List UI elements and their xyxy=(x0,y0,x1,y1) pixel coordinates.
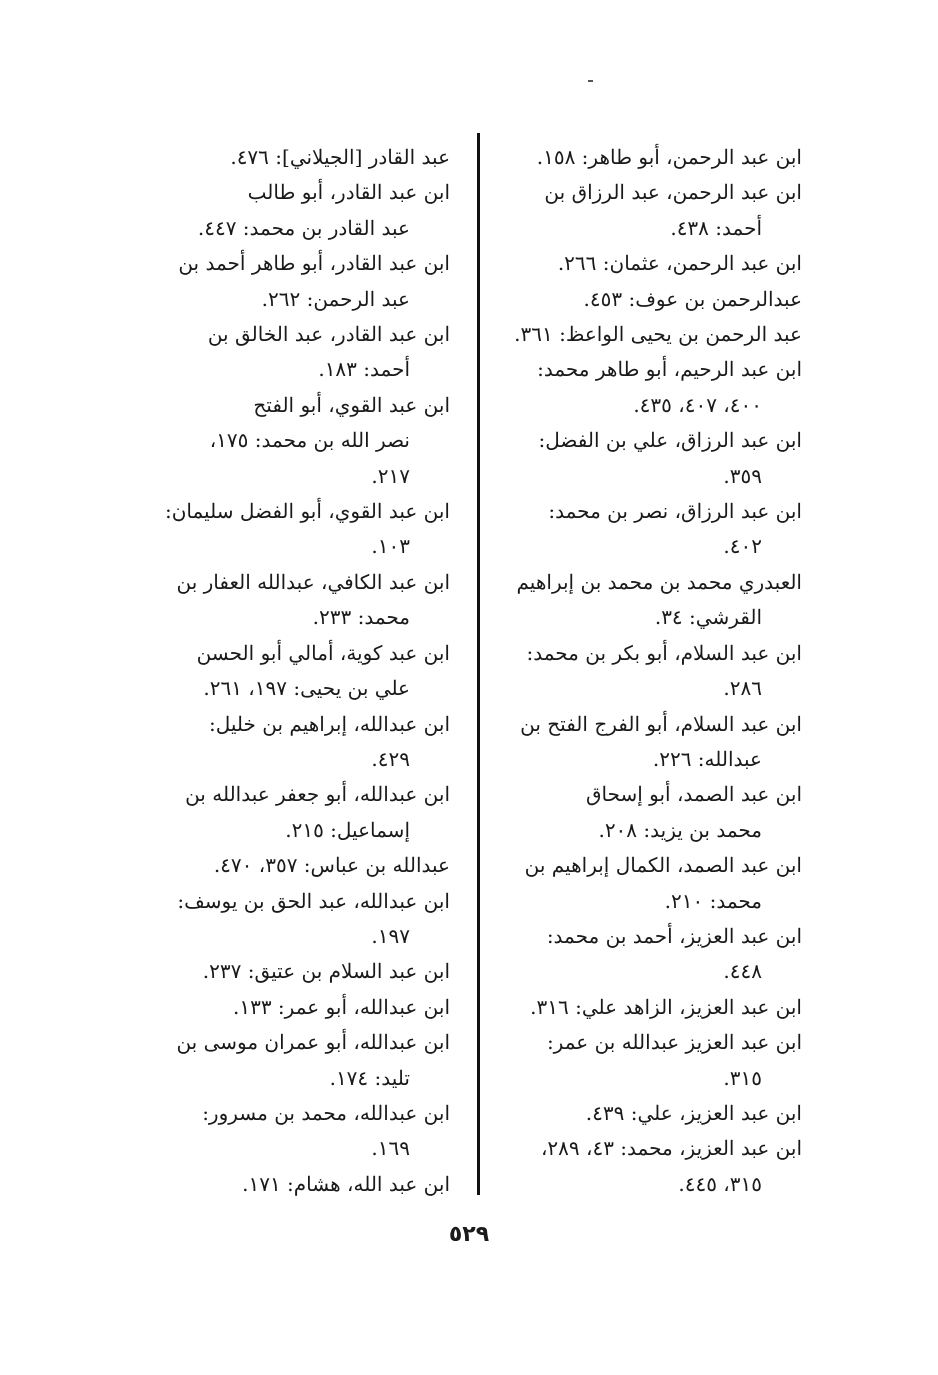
entry-continuation: محمد: ٢٣٣. xyxy=(312,605,410,630)
entry-continuation: نصر الله بن محمد: ١٧٥، xyxy=(209,428,410,453)
entry-continuation: عبد الرحمن: ٢٦٢. xyxy=(261,286,410,311)
entry-heading: عبد الرحمن بن يحيى الواعظ: ٣٦١. xyxy=(514,322,802,347)
index-entry xyxy=(152,848,450,883)
index-entry xyxy=(152,884,450,955)
page-number: ٥٢٩ xyxy=(448,1222,490,1247)
index-entry xyxy=(464,565,802,636)
index-entry xyxy=(152,1167,450,1202)
index-entry xyxy=(152,246,450,317)
entry-heading: ابن عبد القادر، أبو طالب xyxy=(247,180,450,205)
entry-heading: ابن عبد القادر، أبو طاهر أحمد بن xyxy=(178,251,450,276)
entry-continuation: ١٩٧. xyxy=(371,923,410,948)
entry-continuation: ٢١٧. xyxy=(371,463,410,488)
entry-heading: ابن عبد القادر، عبد الخالق بن xyxy=(207,322,450,347)
entry-heading: ابن عبد العزيز، الزاهد علي: ٣١٦. xyxy=(530,994,802,1019)
entry-heading: ابن عبد القوي، أبو الفضل سليمان: xyxy=(164,499,450,524)
index-column-right xyxy=(464,140,802,1202)
entry-heading: ابن عبدالله، أبو عمر: ١٣٣. xyxy=(232,994,450,1019)
index-entry xyxy=(464,1096,802,1131)
index-entry xyxy=(152,1025,450,1096)
index-entry xyxy=(464,175,802,246)
index-entry xyxy=(152,565,450,636)
entry-continuation: أحمد: ١٨٣. xyxy=(318,357,410,382)
index-entry xyxy=(464,317,802,352)
entry-heading: ابن عبدالله، أبو جعفر عبدالله بن xyxy=(185,782,450,807)
entry-heading: ابن عبدالله، عبد الحق بن يوسف: xyxy=(177,888,450,913)
entry-heading: عبد القادر [الجيلاني]: ٤٧٦. xyxy=(230,145,450,169)
entry-heading: ابن عبد السلام، أبو بكر بن محمد: xyxy=(526,640,802,665)
index-entry xyxy=(152,707,450,778)
entry-continuation: ١٠٣. xyxy=(371,534,410,559)
entry-heading: ابن عبد الرزاق، نصر بن محمد: xyxy=(548,499,802,524)
index-entry xyxy=(464,246,802,281)
index-entry xyxy=(152,954,450,989)
entry-heading: ابن عبد الرحيم، أبو طاهر محمد: xyxy=(537,357,802,382)
entry-heading: عبدالله بن عباس: ٣٥٧، ٤٧٠. xyxy=(213,853,450,878)
stray-mark xyxy=(588,80,593,82)
index-entry xyxy=(464,990,802,1025)
entry-heading: ابن عبد العزيز عبدالله بن عمر: xyxy=(546,1030,802,1055)
column-divider xyxy=(477,133,480,1195)
entry-heading: ابن عبد الرحمن، أبو طاهر: ١٥٨. xyxy=(536,145,802,169)
entry-continuation: عبد القادر بن محمد: ٤٤٧. xyxy=(197,215,410,240)
index-entry xyxy=(464,636,802,707)
index-entry xyxy=(464,919,802,990)
entry-continuation: علي بن يحيى: ١٩٧، ٢٦١. xyxy=(203,676,410,701)
entry-heading: ابن عبد الله، هشام: ١٧١. xyxy=(242,1171,450,1196)
entry-heading: ابن عبدالله، أبو عمران موسى بن xyxy=(176,1030,450,1055)
entry-heading: ابن عبد الصمد، أبو إسحاق xyxy=(585,782,802,807)
index-column-left xyxy=(152,140,450,1202)
entry-heading: ابن عبد الكافي، عبدالله العفار بن xyxy=(176,569,450,594)
index-entry xyxy=(152,317,450,388)
entry-continuation: القرشي: ٣٤. xyxy=(654,605,762,630)
entry-heading: ابن عبد العزيز، علي: ٤٣٩. xyxy=(585,1100,802,1125)
entry-continuation: ٣١٥. xyxy=(723,1065,762,1090)
index-entry xyxy=(464,140,802,175)
entry-heading: ابن عبد العزيز، محمد: ٤٣، ٢٨٩، xyxy=(540,1136,802,1161)
index-entry xyxy=(152,990,450,1025)
index-entry xyxy=(152,388,450,494)
entry-continuation: ٣٥٩. xyxy=(723,463,762,488)
index-entry xyxy=(464,1025,802,1096)
entry-continuation: محمد بن يزيد: ٢٠٨. xyxy=(598,817,762,842)
entry-continuation: ١٦٩. xyxy=(371,1136,410,1161)
index-entry xyxy=(464,494,802,565)
entry-heading: ابن عبد العزيز، أحمد بن محمد: xyxy=(546,923,802,948)
entry-heading: ابن عبد القوي، أبو الفتح xyxy=(253,392,450,417)
entry-heading: ابن عبد الصمد، الكمال إبراهيم بن xyxy=(524,853,802,878)
entry-continuation: محمد: ٢١٠. xyxy=(664,888,762,913)
index-entry xyxy=(152,636,450,707)
entry-heading: ابن عبد كوية، أمالي أبو الحسن xyxy=(196,640,450,665)
entry-heading: ابن عبد الرزاق، علي بن الفضل: xyxy=(538,428,802,453)
entry-continuation: إسماعيل: ٢١٥. xyxy=(285,817,410,842)
index-entry xyxy=(464,1131,802,1202)
index-entry xyxy=(152,494,450,565)
index-entry xyxy=(464,352,802,423)
entry-heading: ابن عبد الرحمن، عبد الرزاق بن xyxy=(544,180,802,205)
entry-continuation: ٤٢٩. xyxy=(371,746,410,771)
index-entry xyxy=(152,777,450,848)
index-entry xyxy=(152,140,450,175)
entry-heading: ابن عبد الرحمن، عثمان: ٢٦٦. xyxy=(557,251,802,276)
entry-continuation: أحمد: ٤٣٨. xyxy=(670,215,762,240)
entry-continuation: ٤٠٢. xyxy=(723,534,762,559)
entry-heading: ابن عبدالله، محمد بن مسرور: xyxy=(202,1100,450,1125)
index-entry xyxy=(464,777,802,848)
entry-continuation: ٤٤٨. xyxy=(723,959,762,984)
index-entry xyxy=(464,423,802,494)
index-entry xyxy=(464,707,802,778)
entry-continuation: ٤٠٠، ٤٠٧، ٤٣٥. xyxy=(633,392,762,417)
entry-continuation: ٢٨٦. xyxy=(723,676,762,701)
index-entry xyxy=(464,282,802,317)
entry-heading: ابن عبد السلام بن عتيق: ٢٣٧. xyxy=(202,959,450,984)
index-entry xyxy=(152,1096,450,1167)
entry-heading: العبدري محمد بن محمد بن إبراهيم xyxy=(516,569,802,594)
index-entry xyxy=(152,175,450,246)
entry-continuation: عبدالله: ٢٢٦. xyxy=(652,746,762,771)
entry-heading: ابن عبد السلام، أبو الفرج الفتح بن xyxy=(520,711,802,736)
index-entry xyxy=(464,848,802,919)
entry-heading: ابن عبدالله، إبراهيم بن خليل: xyxy=(209,711,450,736)
entry-continuation: ٣١٥، ٤٤٥. xyxy=(678,1171,762,1196)
entry-heading: عبدالرحمن بن عوف: ٤٥٣. xyxy=(583,286,802,311)
entry-continuation: تليد: ١٧٤. xyxy=(329,1065,410,1090)
